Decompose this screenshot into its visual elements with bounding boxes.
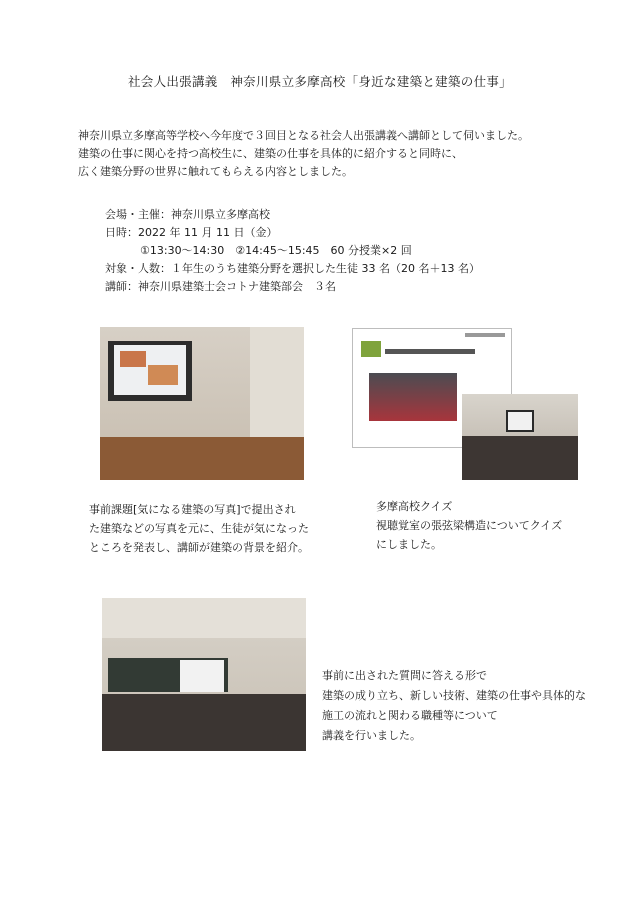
caption-right <box>376 497 562 554</box>
event-details <box>105 206 480 296</box>
intro-line: 建築の仕事に関心を持つ高校生に、建築の仕事を具体的に紹介すると同時に、 <box>78 147 463 160</box>
intro-line: 広く建築分野の世界に触れてもらえる内容としました。 <box>78 165 353 178</box>
caption-line: 講義を行いました。 <box>322 729 421 742</box>
caption-line: た建築などの写真を元に、生徒が気になった <box>89 522 309 535</box>
caption-line: 事前課題[気になる建築の写真]で提出され <box>89 503 296 516</box>
caption-line: 視聴覚室の張弦梁構造についてクイズ <box>376 519 563 532</box>
date: 日時：2022 年 11 月 11 日（金） <box>105 226 278 239</box>
classroom-presentation-photo <box>100 327 304 480</box>
caption-line: 施工の流れと関わる職種等について <box>322 709 498 722</box>
target: 対象・人数：１年生のうち建築分野を選択した生徒 33 名（20 名＋13 名） <box>105 262 480 275</box>
intro-paragraph <box>78 127 529 181</box>
caption-line: 事前に出された質問に答える形で <box>322 669 487 682</box>
caption-line: 建築の成り立ち、新しい技術、建築の仕事や具体的な <box>322 689 586 702</box>
caption-left <box>89 500 309 557</box>
lecturer: 講師：神奈川県建築士会コトナ建築部会 ３名 <box>105 280 336 293</box>
time: ①13:30～14:30 ②14:45～15:45 60 分授業×2 回 <box>140 244 412 257</box>
venue: 会場・主催：神奈川県立多摩高校 <box>105 208 270 221</box>
caption-bottom <box>322 666 586 746</box>
intro-line: 神奈川県立多摩高等学校へ今年度で３回目となる社会人出張講義へ講師として伺いました。 <box>78 129 529 142</box>
students-viewing-screen-photo <box>462 394 578 480</box>
caption-line: 多摩高校クイズ <box>376 500 453 513</box>
page-title: 社会人出張講義 神奈川県立多摩高校「身近な建築と建築の仕事」 <box>127 74 512 89</box>
caption-line: にしました。 <box>376 538 442 551</box>
lecture-room-photo <box>102 598 306 751</box>
caption-line: ところを発表し、講師が建築の背景を紹介。 <box>89 541 309 554</box>
